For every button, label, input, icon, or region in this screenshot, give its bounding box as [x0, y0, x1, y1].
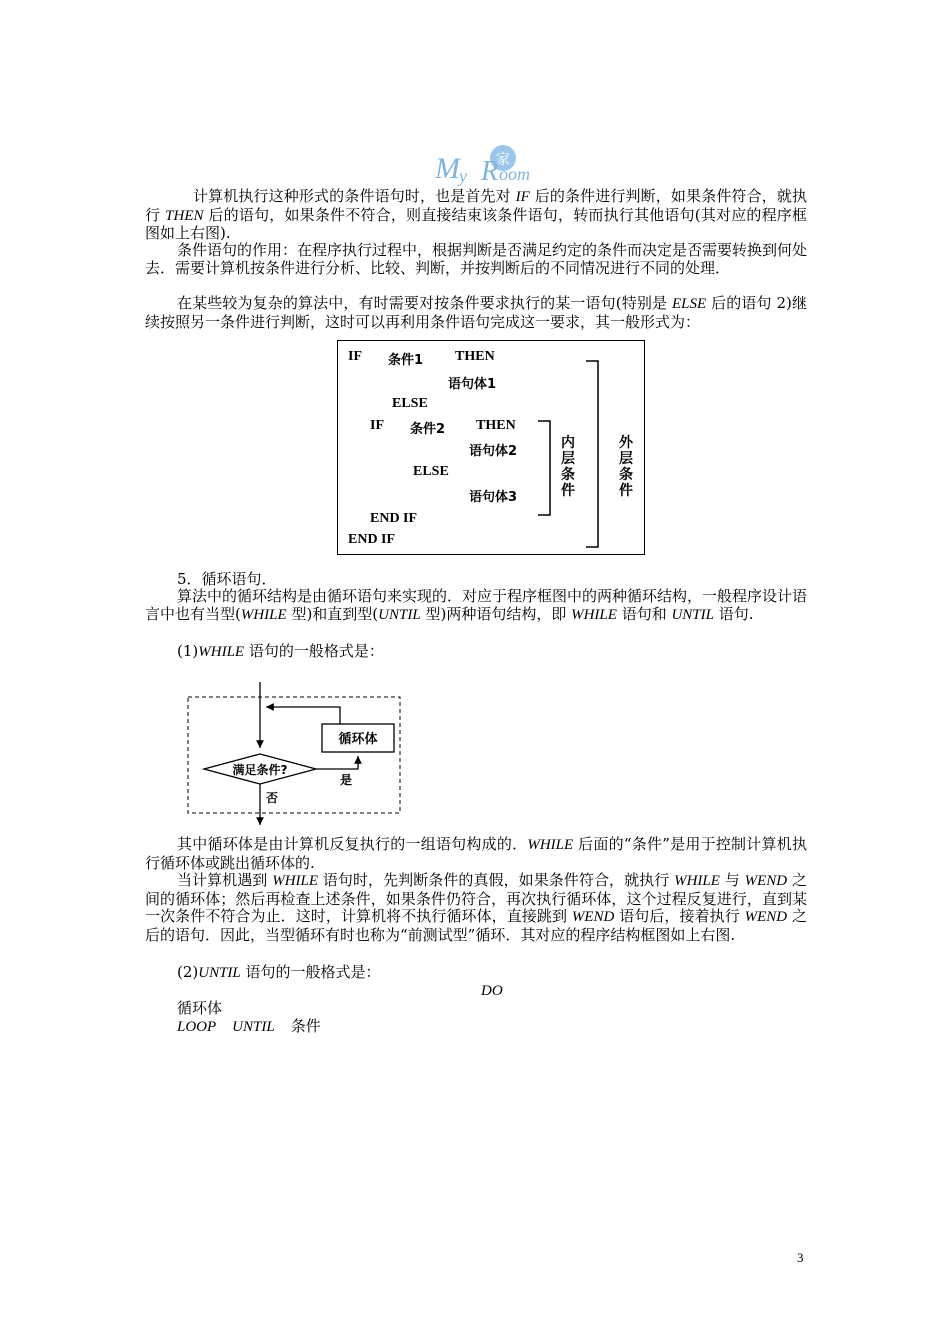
until-format-heading [177, 963, 381, 982]
logo-r: R [481, 156, 499, 187]
until-title-text2: 语句的一般格式是： [240, 963, 381, 981]
myroom-logo [433, 138, 553, 188]
no-label: 否 [266, 791, 279, 805]
keyword-while: WHILE [272, 873, 319, 889]
paragraph-nested-condition [145, 295, 807, 331]
while-title-text2: 语句的一般格式是： [244, 642, 384, 660]
outer-label-char: 层 [619, 451, 633, 467]
para5-text3: 型)两种语句结构，即 [420, 604, 572, 623]
keyword-while: WHILE [674, 873, 720, 889]
para1-text3: 后的语句，如果条件不符合，则直接结束该条件语句，转而执行其他语句(其对应的程序框图如上右图). [145, 205, 807, 242]
keyword-until: UNTIL [198, 965, 241, 981]
code-then1: THEN [455, 349, 495, 364]
return-arrow [266, 707, 340, 724]
para7-text6: 之后的语句．因此，当型循环有时也称为“前测试型”循环．其对应的程序结构框图如上右图. [145, 907, 807, 944]
keyword-loop: LOOP [177, 1019, 217, 1035]
bracket-lines [338, 341, 644, 554]
code-endif1: END IF [348, 532, 396, 547]
keyword-while: WHILE [198, 644, 245, 660]
code-if2: IF [370, 418, 384, 433]
inner-label-char: 条 [561, 467, 575, 483]
code-body1: 语句体1 [448, 377, 497, 392]
loop-body-label: 循环体 [338, 732, 378, 747]
para6-text1: 其中循环体是由计算机反复执行的一组语句构成的． [177, 835, 528, 853]
inner-bracket [538, 421, 550, 515]
while-flowchart [180, 680, 420, 830]
outer-label-char: 件 [619, 483, 633, 499]
nested-if-box [337, 340, 645, 555]
code-body3: 语句体3 [469, 490, 518, 505]
condition-label: 满足条件? [232, 763, 288, 777]
inner-label-char: 内 [561, 435, 575, 451]
keyword-while: WHILE [527, 837, 574, 853]
section-loop-heading: 5．循环语句． [177, 570, 277, 588]
para3-text2: 后的语句 2)继续按照另一条件进行判断，这时可以再利用条件语句完成这一要求，其一般形式为： [145, 294, 808, 331]
keyword-wend: WEND [571, 909, 615, 925]
outer-label-char: 外 [619, 435, 633, 451]
until-condition: 条件 [290, 1017, 321, 1035]
yes-label: 是 [340, 773, 353, 787]
until-code-loop [177, 1017, 321, 1036]
para5-text4: 语句和 [616, 604, 672, 623]
dashed-frame [188, 697, 400, 813]
paragraph-condition-purpose: 条件语句的作用：在程序执行过程中，根据判断是否满足约定的条件而决定是否需要转换到何处去．需要计算机按条件进行分析、比较、判断，并按判断后的不同情况进行不同的处理． [145, 241, 808, 277]
para1-text1: 计算机执行这种形式的条件语句时，也是首先对 [193, 187, 516, 205]
until-title-text1: (2) [177, 963, 199, 981]
code-cond1: 条件1 [388, 353, 424, 368]
keyword-while: WHILE [240, 606, 287, 623]
until-code-do [481, 981, 503, 1000]
keyword-until: UNTIL [232, 1019, 275, 1035]
para7-text3: 与 [719, 871, 745, 889]
code-then2: THEN [476, 418, 516, 433]
while-title-text1: (1) [177, 642, 199, 660]
keyword-until: UNTIL [671, 606, 714, 623]
para5-text2: 型)和直到型( [286, 604, 379, 623]
inner-condition-label [560, 435, 576, 499]
until-code-body: 循环体 [177, 999, 223, 1017]
para3-text1: 在某些较为复杂的算法中，有时需要对按条件要求执行的某一语句(特别是 [177, 294, 672, 312]
para5-text1: 算法中的循环结构是由循环语句来实现的．对应于程序框图中的两种循环结构，一般程序设计语言中也有当型( [145, 587, 808, 623]
logo-y: y [459, 166, 467, 186]
code-endif2: END IF [370, 511, 418, 526]
code-body2: 语句体2 [469, 444, 518, 459]
paragraph-loop-body [145, 836, 807, 872]
para7-text4: 之间的循环体；然后再检查上述条件，如果条件仍符合，再次执行循环体，这个过程反复进行，直到某一次条件不符合为止．这时，计算机将不执行循环体，直接跳到 [145, 871, 807, 925]
para5-text5: 语句. [714, 604, 754, 623]
paragraph-loop-intro [145, 588, 807, 624]
code-cond2: 条件2 [410, 422, 446, 437]
code-else1: ELSE [392, 396, 428, 411]
para7-text2: 语句时，先判断条件的真假，如果条件符合，就执行 [318, 871, 675, 889]
inner-label-char: 件 [561, 483, 575, 499]
para7-text5: 语句后，接着执行 [614, 907, 745, 925]
keyword-else: ELSE [672, 296, 707, 312]
code-if1: IF [348, 349, 362, 364]
keyword-while: WHILE [571, 606, 617, 623]
outer-bracket [586, 361, 598, 547]
paragraph-while-execution [145, 872, 807, 944]
page-number: 3 [797, 1250, 804, 1265]
keyword-wend: WEND [744, 873, 788, 889]
keyword-do: DO [481, 983, 503, 999]
logo-m: M [435, 152, 460, 185]
code-else2: ELSE [413, 464, 449, 479]
outer-condition-label [618, 435, 634, 499]
logo-badge: 家 [496, 152, 510, 168]
yes-arrow [316, 756, 358, 769]
para6-text2: 后面的“条件”是用于控制计算机执行循环体或跳出循环体的. [145, 835, 807, 872]
keyword-until: UNTIL [378, 606, 421, 623]
keyword-if: IF [515, 189, 530, 205]
logo-oom: oom [499, 164, 530, 184]
outer-label-char: 条 [619, 467, 633, 483]
inner-label-char: 层 [561, 451, 575, 467]
keyword-wend: WEND [744, 909, 788, 925]
paragraph-if-execution [145, 188, 807, 243]
para7-text1: 当计算机遇到 [177, 871, 273, 889]
keyword-then: THEN [165, 207, 204, 224]
while-format-heading [177, 642, 384, 661]
para1-text2: 后的条件进行判断，如果条件符合，就执行 [145, 187, 807, 224]
